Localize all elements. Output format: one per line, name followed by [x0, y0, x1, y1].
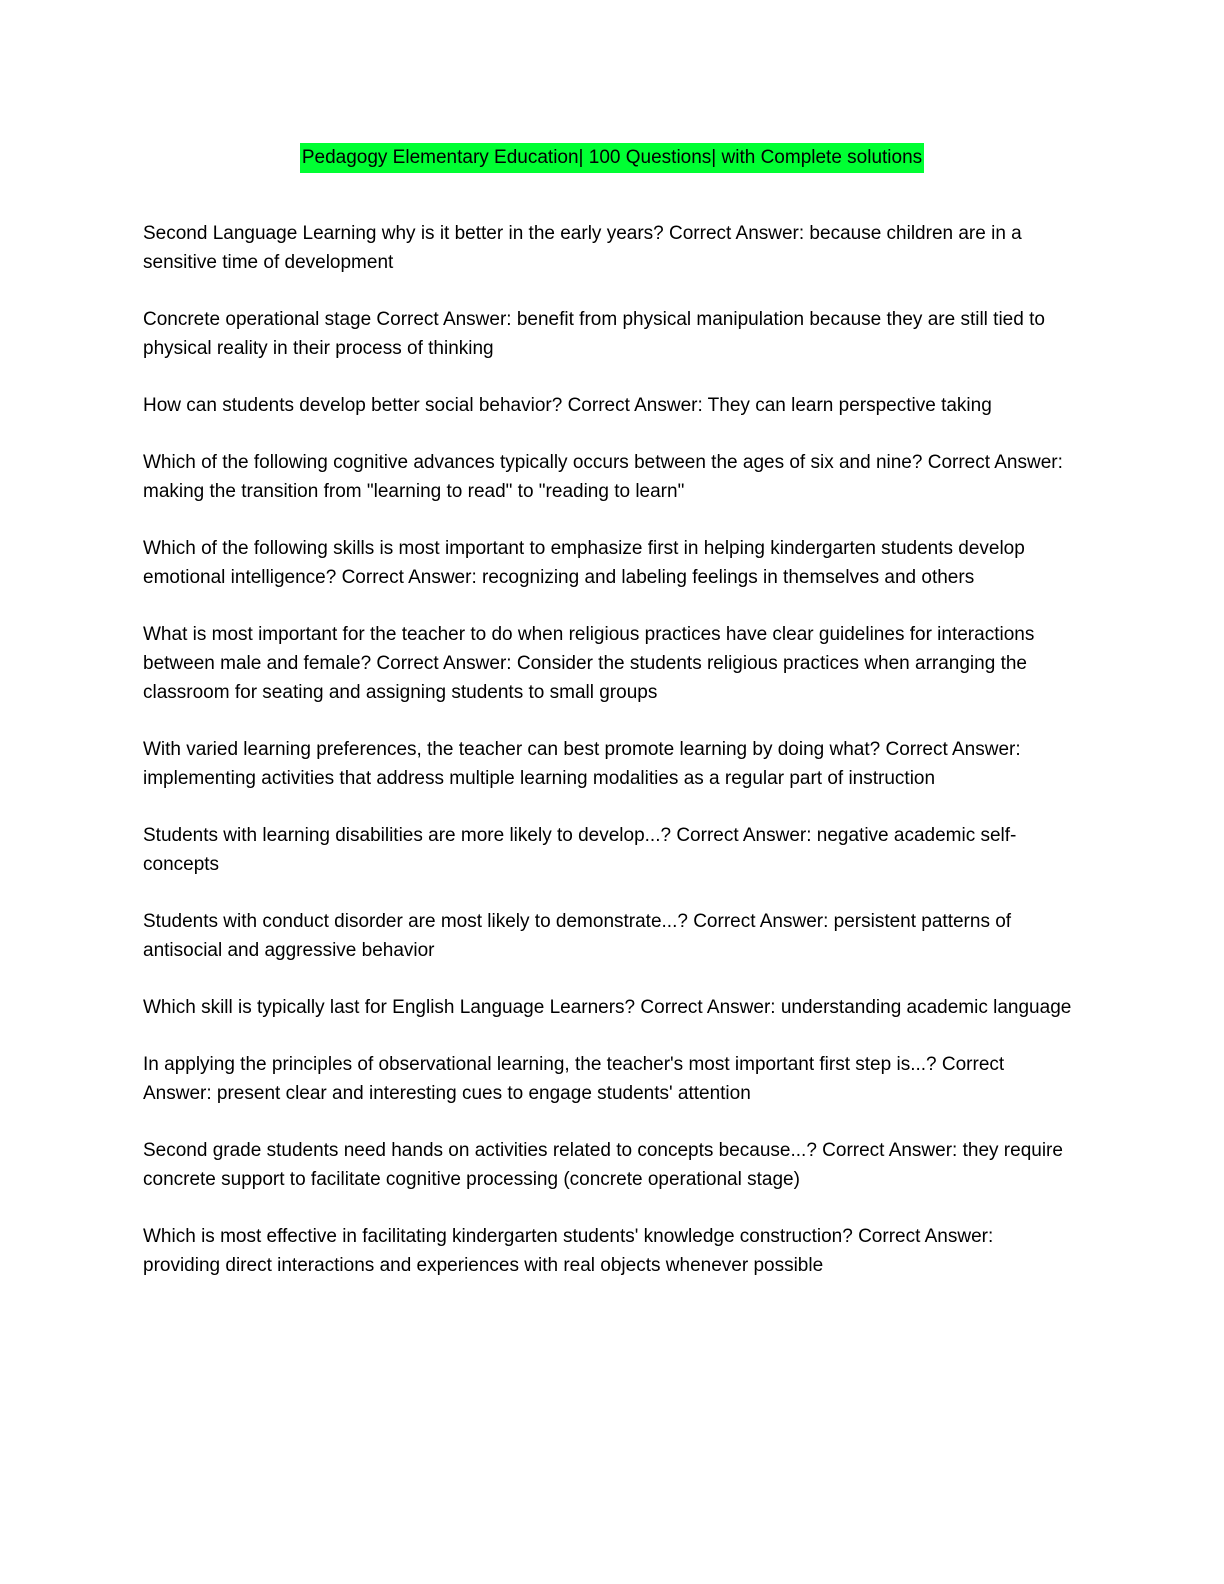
qa-item: Which of the following cognitive advances typically occurs between the ages of six and nine? Correct Answer: making the transition from "learning to read" to "reading to learn" — [143, 452, 1063, 502]
qa-item: Concrete operational stage Correct Answer: benefit from physical manipulation because they are still tied to physical reality in their process of thinking — [143, 309, 1045, 359]
qa-item: Which is most effective in facilitating kindergarten students' knowledge construction? Correct Answer: providing direct interactions and experiences with real objects whenever possible — [143, 1226, 994, 1276]
qa-item: Students with conduct disorder are most likely to demonstrate...? Correct Answer: persistent patterns of antisocial and aggressive behavior — [143, 911, 1012, 961]
qa-item: Students with learning disabilities are more likely to develop...? Correct Answer: negative academic self-concepts — [143, 825, 1017, 875]
qa-item: With varied learning preferences, the teacher can best promote learning by doing what? Correct Answer: implementing activities that address multiple learning modalities as a regular part of instruction — [143, 739, 1021, 789]
qa-item: Which of the following skills is most important to emphasize first in helping kindergarten students develop emotional intelligence? Correct Answer: recognizing and labeling feelings in themselves and others — [143, 538, 1025, 588]
document-title: Pedagogy Elementary Education| 100 Questions| with Complete solutions — [300, 143, 924, 173]
qa-item: In applying the principles of observational learning, the teacher's most important first step is...? Correct Answer: present clear and interesting cues to engage students' attention — [143, 1054, 1005, 1104]
qa-item: Which skill is typically last for English Language Learners? Correct Answer: understanding academic language — [143, 997, 1072, 1018]
qa-item: Second Language Learning why is it better in the early years? Correct Answer: because children are in a sensitive time of development — [143, 223, 1022, 273]
qa-list — [143, 219, 1075, 1308]
qa-item: What is most important for the teacher to do when religious practices have clear guidelines for interactions between male and female? Correct Answer: Consider the students religious practices when arranging the classroom for seating and assigning students to small groups — [143, 624, 1035, 703]
qa-item: Second grade students need hands on activities related to concepts because...? Correct Answer: they require concrete support to facilitate cognitive processing (concrete operational stage) — [143, 1140, 1063, 1190]
qa-item: How can students develop better social behavior? Correct Answer: They can learn perspective taking — [143, 395, 992, 416]
title-container — [0, 143, 1224, 173]
